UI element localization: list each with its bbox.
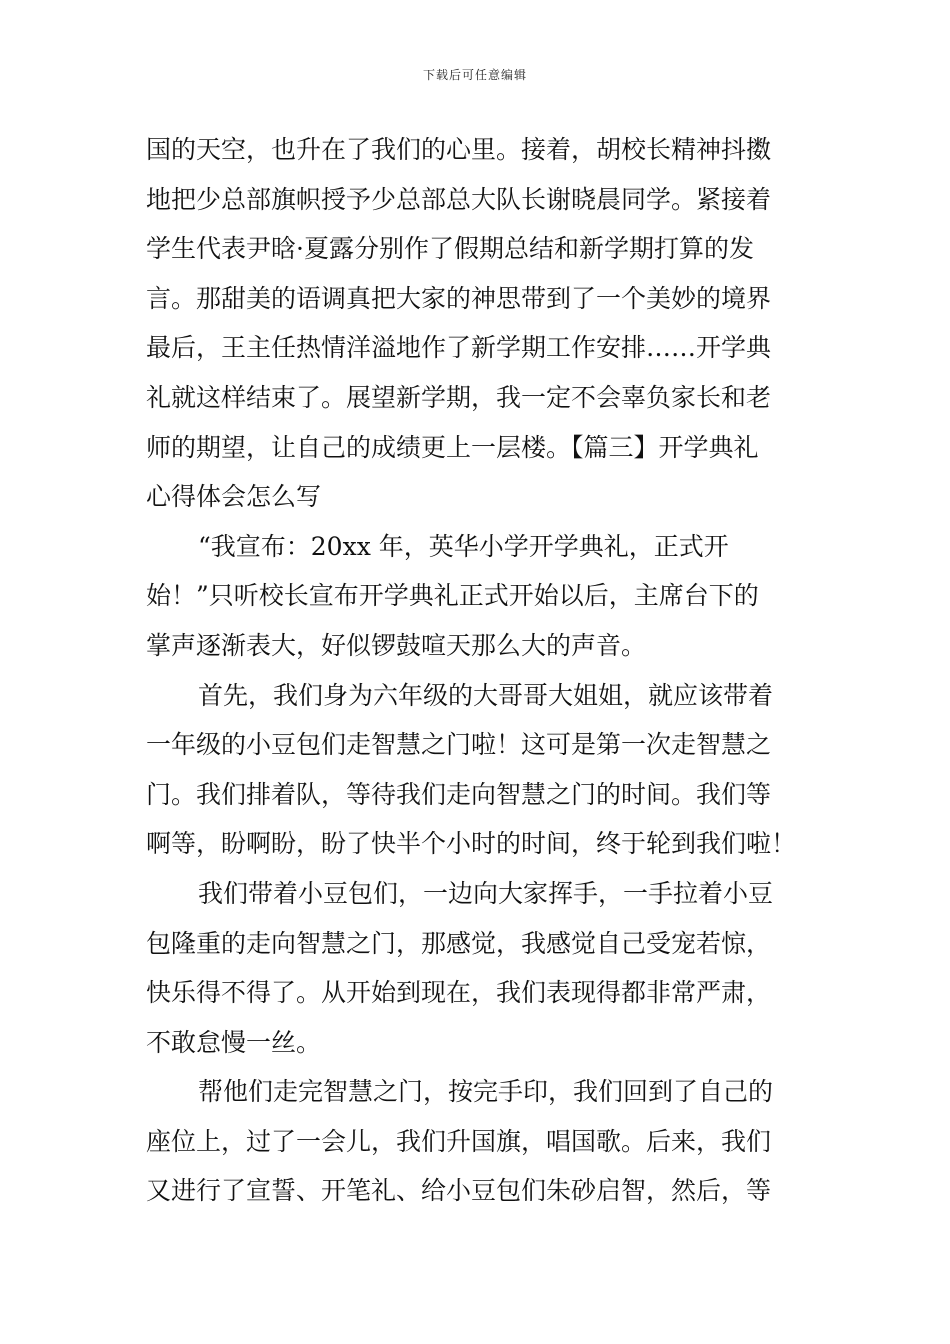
text-line: 最后，王主任热情洋溢地作了新学期工作安排……开学典 [146,333,772,363]
text-line: 一年级的小豆包们走智慧之门啦！这可是第一次走智慧之 [146,730,772,760]
text-line: 又进行了宣誓、开笔礼、给小豆包们朱砂启智，然后，等 [146,1176,772,1206]
page-header-note: 下载后可任意编辑 [422,68,527,82]
text-line: 言。那甜美的语调真把大家的神思带到了一个美妙的境界 [146,283,772,313]
text-line: 师的期望，让自己的成绩更上一层楼。【篇三】开学典礼 [146,432,759,462]
text-line: 门。我们排着队，等待我们走向智慧之门的时间。我们等 [146,779,772,809]
text-line: 座位上，过了一会儿，我们升国旗，唱国歌。后来，我们 [146,1126,772,1156]
paragraph-start-line: 帮他们走完智慧之门，按完手印，我们回到了自己的 [198,1077,774,1107]
text-line: 学生代表尹晗·夏露分别作了假期总结和新学期打算的发 [146,234,754,264]
paragraph-start-line: 我们带着小豆包们，一边向大家挥手，一手拉着小豆 [198,878,774,908]
text-line: 始！”只听校长宣布开学典礼正式开始以后，主席台下的 [146,581,759,611]
text-line: 心得体会怎么写 [146,482,322,512]
text-line: 掌声逐渐表大，好似锣鼓喧天那么大的声音。 [146,630,647,660]
text-line: 礼就这样结束了。展望新学期，我一定不会辜负家长和老 [146,382,772,412]
paragraph-start-line: 首先，我们身为六年级的大哥哥大姐姐，就应该带着 [198,680,774,710]
text-line: 地把少总部旗帜授予少总部总大队长谢晓晨同学。紧接着 [146,184,772,214]
text-line: 包隆重的走向智慧之门，那感觉，我感觉自己受宠若惊， [146,928,772,958]
text-line: 快乐得不得了。从开始到现在，我们表现得都非常严肃， [146,978,772,1008]
text-line: 不敢怠慢一丝。 [146,1027,322,1057]
text-line: 啊等，盼啊盼，盼了快半个小时的时间，终于轮到我们啦！ [146,829,797,859]
document-body [146,125,806,1216]
text-line: 国的天空，也升在了我们的心里。接着，胡校长精神抖擞 [146,135,772,164]
paragraph-start-line: “我宣布：20xx 年，英华小学开学典礼，正式开 [198,531,729,561]
